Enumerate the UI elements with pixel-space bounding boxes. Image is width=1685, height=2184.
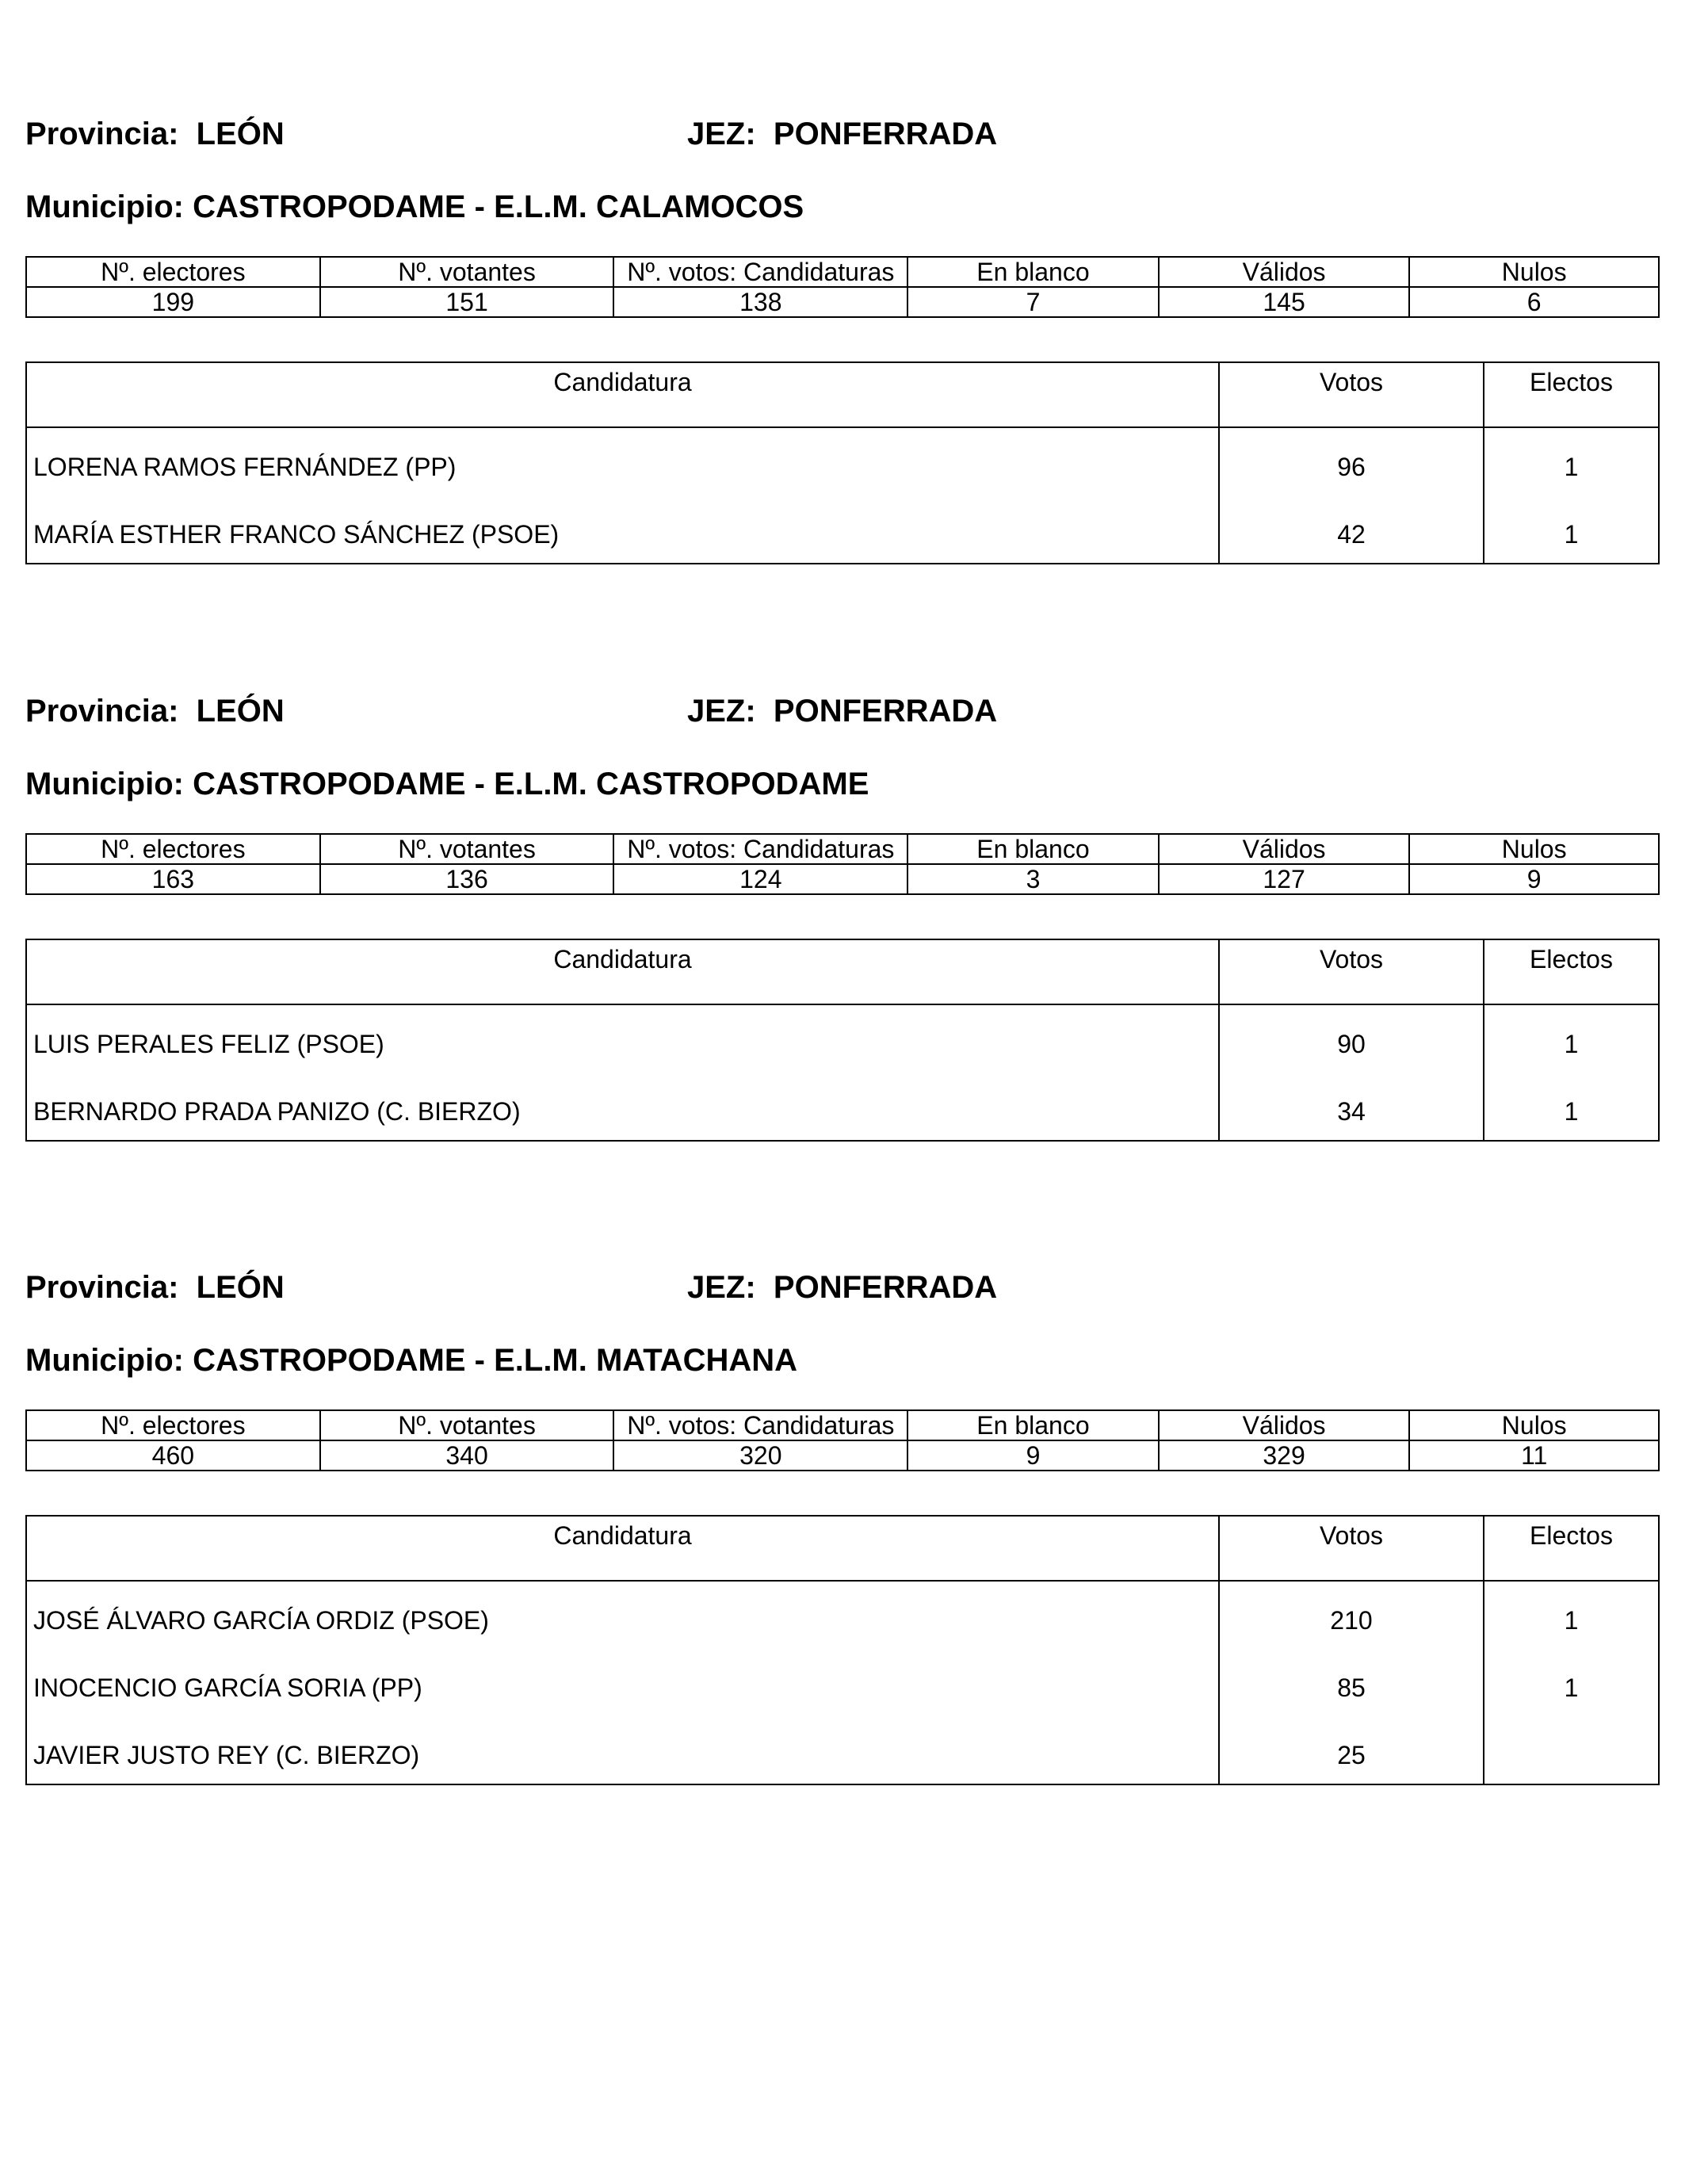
jez-label: JEZ: (687, 117, 756, 151)
provincia-line (25, 692, 285, 730)
municipio-label: Municipio: (25, 1343, 184, 1378)
jez-line (687, 115, 997, 153)
candidates-header-row (27, 1517, 1658, 1582)
summary-value-row (26, 864, 1659, 894)
jez-label: JEZ: (687, 1270, 756, 1305)
electos-header: Electos (1530, 368, 1613, 396)
candidate-electos: 1 (1564, 520, 1579, 549)
summary-header-cell: En blanco (907, 257, 1159, 287)
municipio-value: CASTROPODAME - E.L.M. CALAMOCOS (193, 189, 804, 224)
candidate-votos: 34 (1220, 1073, 1484, 1140)
candidate-electos: 1 (1564, 1606, 1579, 1635)
summary-header-row (26, 834, 1659, 864)
candidatura-header: Candidatura (27, 363, 1220, 426)
municipio-value: CASTROPODAME - E.L.M. MATACHANA (193, 1343, 798, 1378)
summary-header-cell: Válidos (1159, 834, 1410, 864)
candidate-electos (1484, 1716, 1658, 1784)
summary-value-cell: 329 (1159, 1440, 1410, 1471)
candidate-row (27, 1716, 1658, 1784)
summary-header-cell: Nº. votantes (320, 834, 614, 864)
provincia-label: Provincia: (25, 117, 179, 151)
municipio-line (25, 765, 869, 803)
votos-header: Votos (1220, 363, 1484, 426)
summary-table (25, 1409, 1660, 1471)
summary-table (25, 256, 1660, 318)
candidate-name: JAVIER JUSTO REY (C. BIERZO) (27, 1716, 1220, 1784)
summary-header-cell: Nº. electores (26, 257, 320, 287)
votos-header: Votos (1220, 1517, 1484, 1580)
municipio-label: Municipio: (25, 767, 184, 801)
summary-header-cell: Nº. votos: Candidaturas (613, 1410, 907, 1440)
summary-value-cell: 320 (613, 1440, 907, 1471)
candidate-row (27, 495, 1658, 563)
candidate-votos: 25 (1220, 1716, 1484, 1784)
summary-header-cell: Nulos (1409, 834, 1659, 864)
jez-line (687, 692, 997, 730)
candidates-header-row (27, 940, 1658, 1005)
candidates-table (25, 1515, 1660, 1785)
jez-value: PONFERRADA (773, 694, 998, 729)
summary-value-cell: 3 (907, 864, 1159, 894)
candidate-name: JOSÉ ÁLVARO GARCÍA ORDIZ (PSOE) (27, 1582, 1220, 1649)
municipio-line (25, 188, 804, 226)
candidate-name: LORENA RAMOS FERNÁNDEZ (PP) (27, 428, 1220, 495)
jez-value: PONFERRADA (773, 1270, 998, 1305)
candidatura-header: Candidatura (27, 940, 1220, 1004)
summary-value-cell: 151 (320, 287, 614, 317)
summary-header-cell: Válidos (1159, 1410, 1410, 1440)
summary-table (25, 833, 1660, 895)
candidate-electos: 1 (1564, 1097, 1579, 1126)
summary-value-cell: 6 (1409, 287, 1659, 317)
provincia-line (25, 1268, 285, 1306)
municipio-line (25, 1341, 797, 1379)
candidate-votos: 42 (1220, 495, 1484, 563)
electos-header: Electos (1530, 1521, 1613, 1550)
provincia-value: LEÓN (196, 117, 285, 151)
summary-header-cell: En blanco (907, 1410, 1159, 1440)
summary-value-cell: 145 (1159, 287, 1410, 317)
jez-value: PONFERRADA (773, 117, 998, 151)
summary-header-cell: Nº. electores (26, 834, 320, 864)
votos-header: Votos (1220, 940, 1484, 1004)
candidate-electos: 1 (1564, 1030, 1579, 1058)
summary-value-row (26, 1440, 1659, 1471)
candidate-name: MARÍA ESTHER FRANCO SÁNCHEZ (PSOE) (27, 495, 1220, 563)
candidate-name: LUIS PERALES FELIZ (PSOE) (27, 1005, 1220, 1073)
candidate-electos: 1 (1564, 453, 1579, 481)
summary-header-cell: Nulos (1409, 1410, 1659, 1440)
summary-header-cell: Nº. votos: Candidaturas (613, 834, 907, 864)
electos-header: Electos (1530, 945, 1613, 973)
candidate-name: INOCENCIO GARCÍA SORIA (PP) (27, 1649, 1220, 1716)
provincia-label: Provincia: (25, 694, 179, 729)
summary-value-cell: 136 (320, 864, 614, 894)
summary-value-cell: 138 (613, 287, 907, 317)
summary-value-cell: 11 (1409, 1440, 1659, 1471)
summary-value-cell: 199 (26, 287, 320, 317)
provincia-value: LEÓN (196, 694, 285, 729)
summary-value-row (26, 287, 1659, 317)
summary-value-cell: 9 (1409, 864, 1659, 894)
candidate-votos: 210 (1220, 1582, 1484, 1649)
candidate-row (27, 1005, 1658, 1073)
candidate-row (27, 1582, 1658, 1649)
summary-header-cell: En blanco (907, 834, 1159, 864)
summary-header-cell: Nulos (1409, 257, 1659, 287)
candidates-header-row (27, 363, 1658, 428)
municipio-value: CASTROPODAME - E.L.M. CASTROPODAME (193, 767, 869, 801)
summary-value-cell: 340 (320, 1440, 614, 1471)
summary-value-cell: 127 (1159, 864, 1410, 894)
candidates-table (25, 939, 1660, 1142)
summary-value-cell: 7 (907, 287, 1159, 317)
provincia-label: Provincia: (25, 1270, 179, 1305)
summary-header-cell: Nº. votantes (320, 1410, 614, 1440)
summary-header-cell: Válidos (1159, 257, 1410, 287)
candidate-votos: 85 (1220, 1649, 1484, 1716)
summary-header-cell: Nº. votos: Candidaturas (613, 257, 907, 287)
candidate-votos: 90 (1220, 1005, 1484, 1073)
summary-header-row (26, 257, 1659, 287)
summary-value-cell: 124 (613, 864, 907, 894)
candidates-table (25, 361, 1660, 564)
summary-header-cell: Nº. votantes (320, 257, 614, 287)
municipio-label: Municipio: (25, 189, 184, 224)
candidate-row (27, 1073, 1658, 1140)
candidatura-header: Candidatura (27, 1517, 1220, 1580)
candidate-votos: 96 (1220, 428, 1484, 495)
candidate-row (27, 1649, 1658, 1716)
summary-value-cell: 9 (907, 1440, 1159, 1471)
provincia-line (25, 115, 285, 153)
candidate-name: BERNARDO PRADA PANIZO (C. BIERZO) (27, 1073, 1220, 1140)
summary-value-cell: 163 (26, 864, 320, 894)
summary-header-row (26, 1410, 1659, 1440)
candidate-row (27, 428, 1658, 495)
summary-header-cell: Nº. electores (26, 1410, 320, 1440)
jez-label: JEZ: (687, 694, 756, 729)
candidate-electos: 1 (1564, 1673, 1579, 1702)
provincia-value: LEÓN (196, 1270, 285, 1305)
jez-line (687, 1268, 997, 1306)
summary-value-cell: 460 (26, 1440, 320, 1471)
